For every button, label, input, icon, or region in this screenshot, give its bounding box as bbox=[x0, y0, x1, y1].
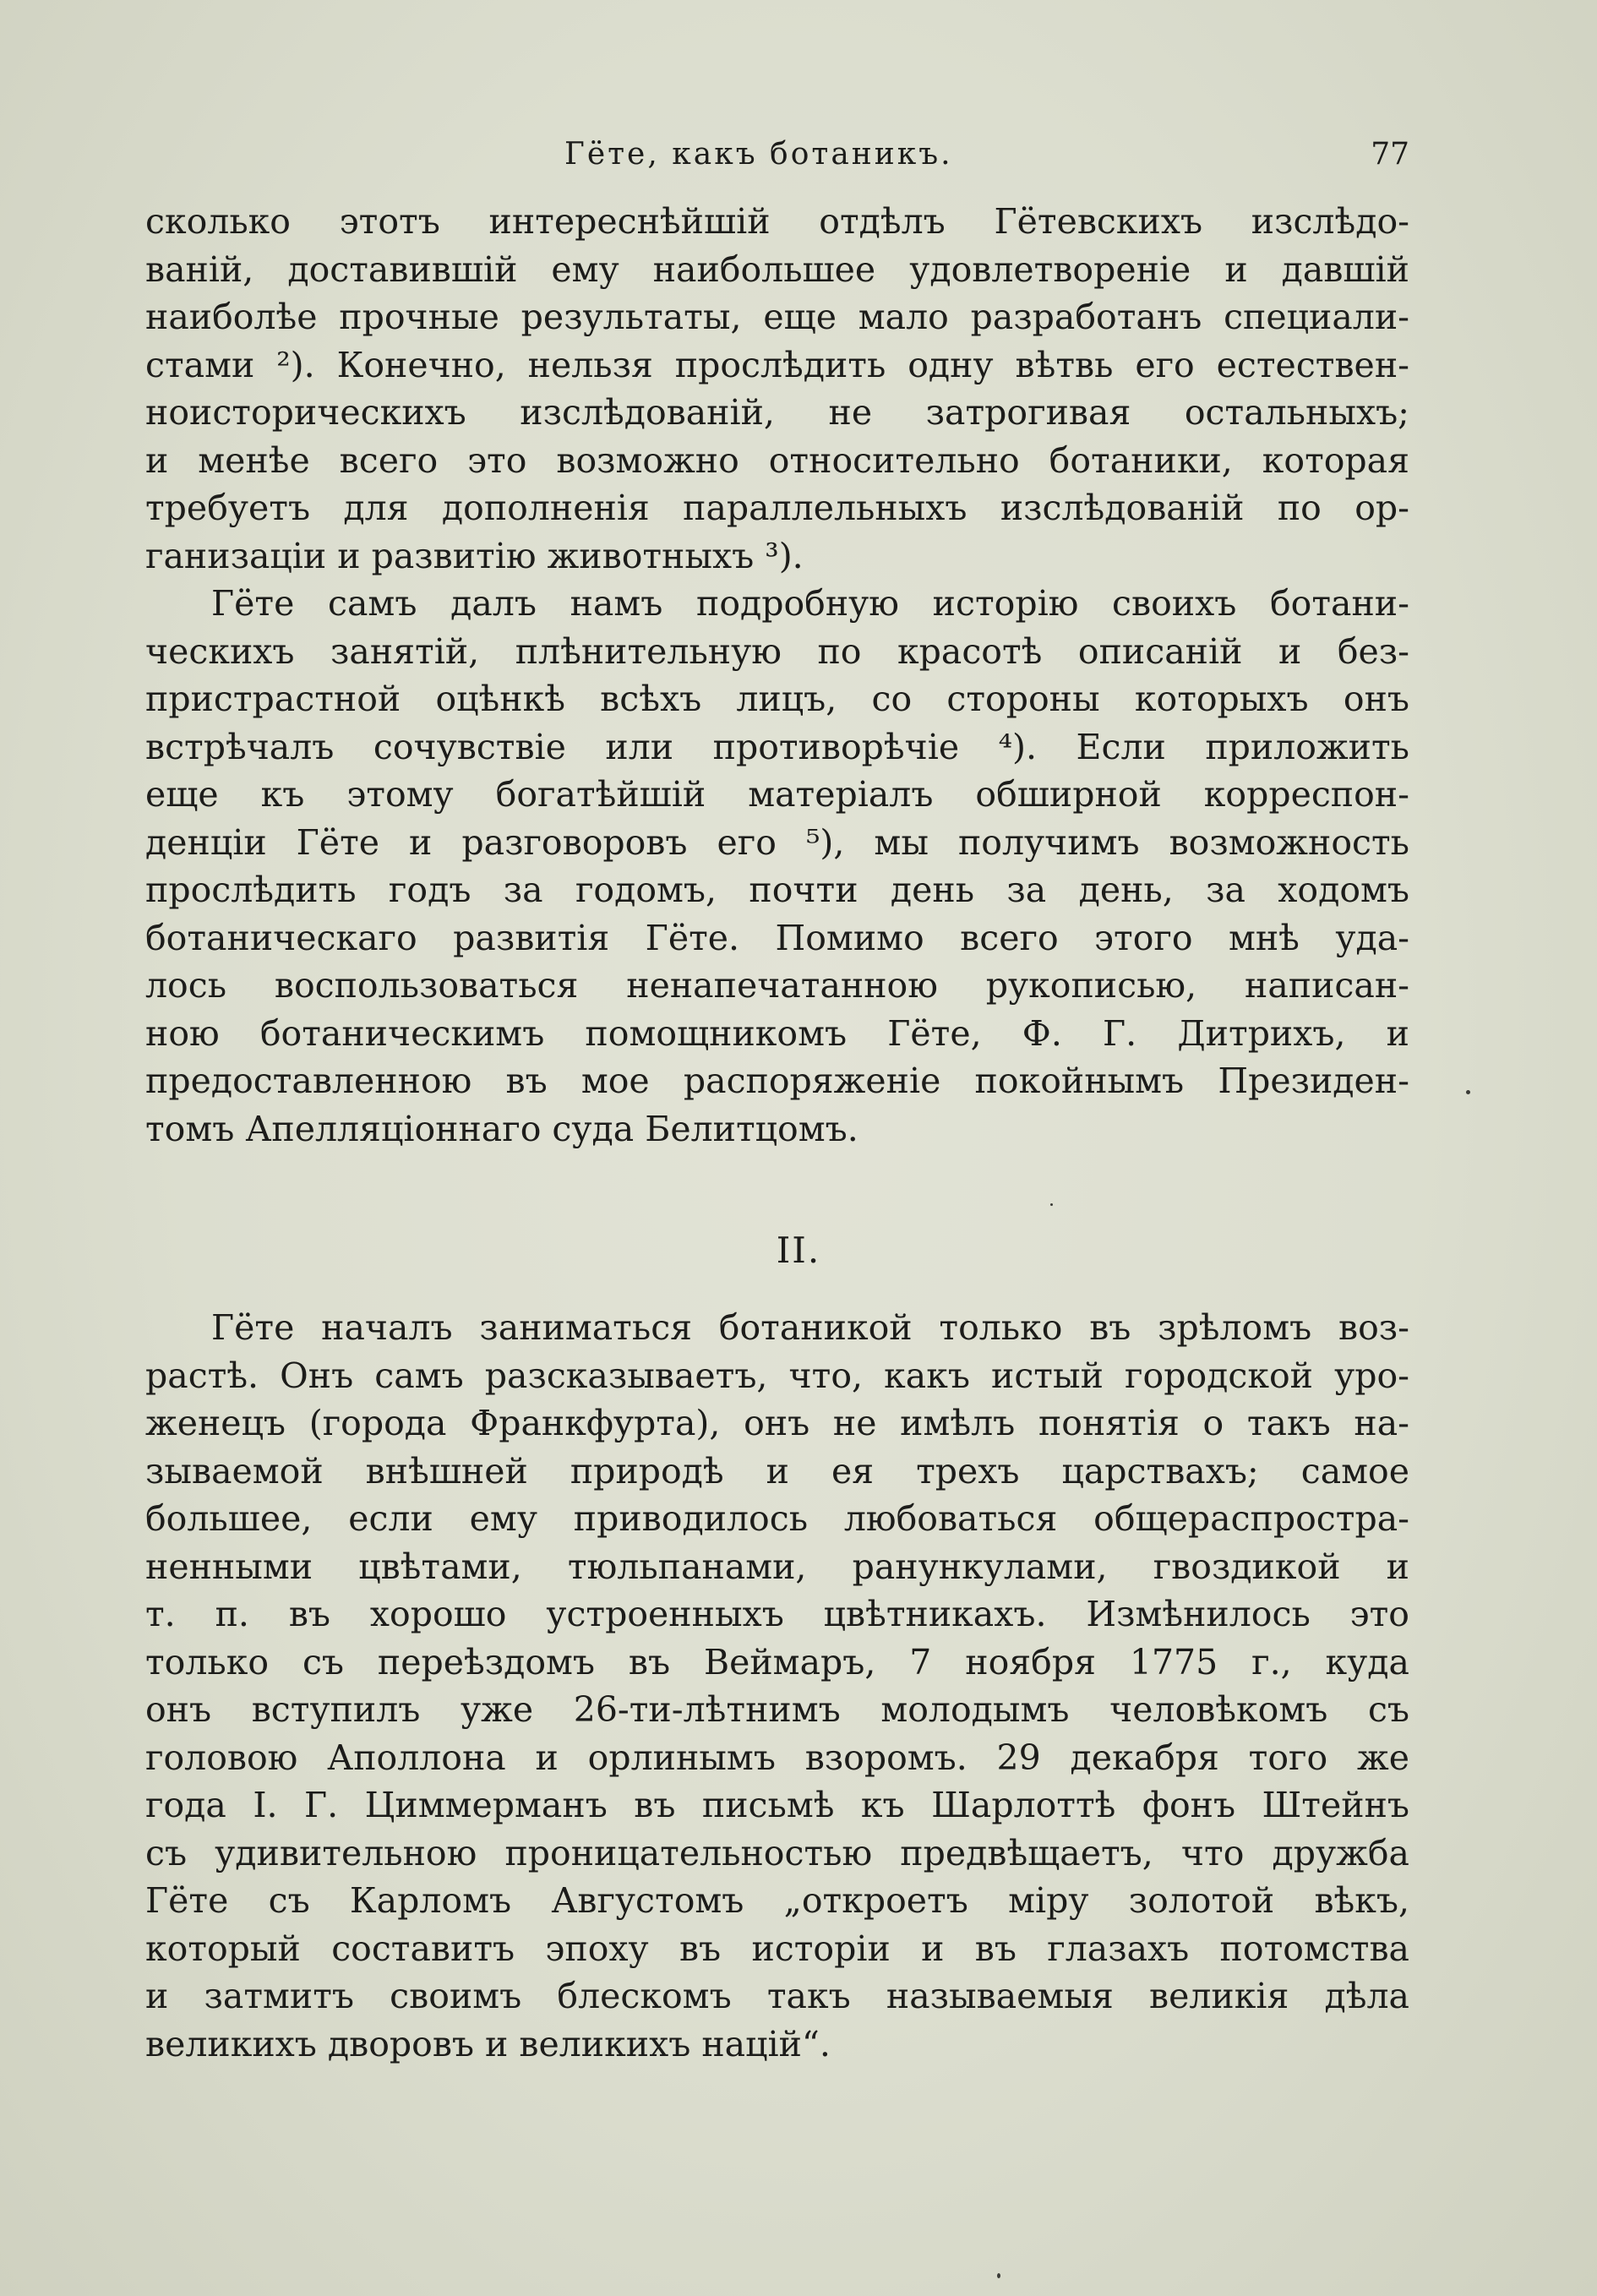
paper-speck bbox=[997, 2273, 1000, 2278]
text-line: только съ переѣздомъ въ Веймаръ, 7 ноября 1775 г., куда bbox=[145, 1641, 1409, 1682]
text-line: ною ботаническимъ помощникомъ Гёте, Ф. Г. Дитрихъ, и bbox=[145, 1012, 1409, 1054]
text-line: томъ Апелляціоннаго суда Белитцомъ. bbox=[145, 1108, 858, 1149]
text-line: денціи Гёте и разговоровъ его ⁵), мы получимъ возможность bbox=[145, 821, 1409, 863]
text-line: растѣ. Онъ самъ разсказываетъ, что, какъ истый городской уро- bbox=[145, 1355, 1409, 1396]
text-line: большее, если ему приводилось любоваться общераспростра- bbox=[145, 1498, 1409, 1539]
running-head: Гёте, какъ ботаникъ. bbox=[564, 137, 953, 172]
text-line: зываемой внѣшней природѣ и ея трехъ царствахъ; самое bbox=[145, 1450, 1409, 1492]
text-line: пристрастной оцѣнкѣ всѣхъ лицъ, со стороны которыхъ онъ bbox=[145, 679, 1409, 719]
text-line: прослѣдить годъ за годомъ, почти день за день, за ходомъ bbox=[145, 870, 1409, 910]
paper-speck bbox=[1466, 1090, 1470, 1094]
text-line: предоставленною въ мое распоряженіе покойнымъ Президен- bbox=[145, 1061, 1409, 1101]
text-line: ваній, доставившій ему наибольшее удовлетвореніе и давшій bbox=[145, 248, 1409, 290]
body-text-bottom bbox=[145, 1304, 1409, 2068]
text-line: женецъ (города Франкфурта), онъ не имѣлъ понятія о такъ на- bbox=[145, 1403, 1409, 1443]
text-line: года І. Г. Циммерманъ въ письмѣ къ Шарлоттѣ фонъ Штейнъ bbox=[145, 1785, 1409, 1825]
text-line: требуетъ для дополненія параллельныхъ изслѣдованій по ор- bbox=[145, 488, 1409, 528]
text-line: съ удивительною проницательностью предвѣщаетъ, что дружба bbox=[145, 1832, 1409, 1873]
text-line: сколько этотъ интереснѣйшій отдѣлъ Гётевскихъ изслѣдо- bbox=[145, 201, 1409, 242]
text-line: великихъ дворовъ и великихъ націй“. bbox=[145, 2023, 831, 2064]
text-line: наиболѣе прочные результаты, еще мало разработанъ специали- bbox=[145, 297, 1409, 337]
page-number: 77 bbox=[1371, 137, 1409, 172]
text-line: стами ²). Конечно, нельзя прослѣдить одну вѣтвь его естествен- bbox=[145, 344, 1409, 385]
paragraph-history bbox=[145, 580, 1409, 1153]
body-text-top bbox=[145, 198, 1409, 1153]
text-line: и затмитъ своимъ блескомъ такъ называемыя великія дѣла bbox=[145, 1976, 1409, 2016]
text-line: ботаническаго развитія Гёте. Помимо всего этого мнѣ уда- bbox=[145, 917, 1409, 958]
paper-speck bbox=[1050, 1203, 1053, 1206]
text-line: головою Аполлона и орлинымъ взоромъ. 29 декабря того же bbox=[145, 1737, 1409, 1778]
paragraph-continued bbox=[145, 198, 1409, 580]
text-line: встрѣчалъ сочувствіе или противорѣчіе ⁴). Если приложить bbox=[145, 726, 1409, 767]
text-line: Гёте съ Карломъ Августомъ „откроетъ міру золотой вѣкъ, bbox=[145, 1880, 1409, 1921]
section-heading: II. bbox=[776, 1230, 821, 1271]
text-line: ганизаціи и развитію животныхъ ³). bbox=[145, 535, 804, 576]
text-line: онъ вступилъ уже 26-ти-лѣтнимъ молодымъ человѣкомъ съ bbox=[145, 1689, 1409, 1730]
text-line: лось воспользоваться ненапечатанною рукописью, написан- bbox=[145, 965, 1409, 1006]
text-line: т. п. въ хорошо устроенныхъ цвѣтникахъ. Измѣнилось это bbox=[145, 1594, 1409, 1634]
text-line: Гёте началъ заниматься ботаникой только въ зрѣломъ воз- bbox=[211, 1307, 1409, 1348]
paragraph-weimar bbox=[145, 1304, 1409, 2068]
text-line: ноисторическихъ изслѣдованій, не затрогивая остальныхъ; bbox=[145, 392, 1409, 433]
text-line: и менѣе всего это возможно относительно ботаники, которая bbox=[145, 439, 1409, 481]
text-line: который составитъ эпоху въ исторіи и въ глазахъ потомства bbox=[145, 1928, 1409, 1969]
text-line: ненными цвѣтами, тюльпанами, ранункулами, гвоздикой и bbox=[145, 1546, 1409, 1587]
text-line: ческихъ занятій, плѣнительную по красотѣ описаній и без- bbox=[145, 630, 1409, 672]
text-line: Гёте самъ далъ намъ подробную исторію своихъ ботани- bbox=[211, 583, 1409, 624]
text-line: еще къ этому богатѣйшій матеріалъ обширной корреспон- bbox=[145, 774, 1409, 815]
